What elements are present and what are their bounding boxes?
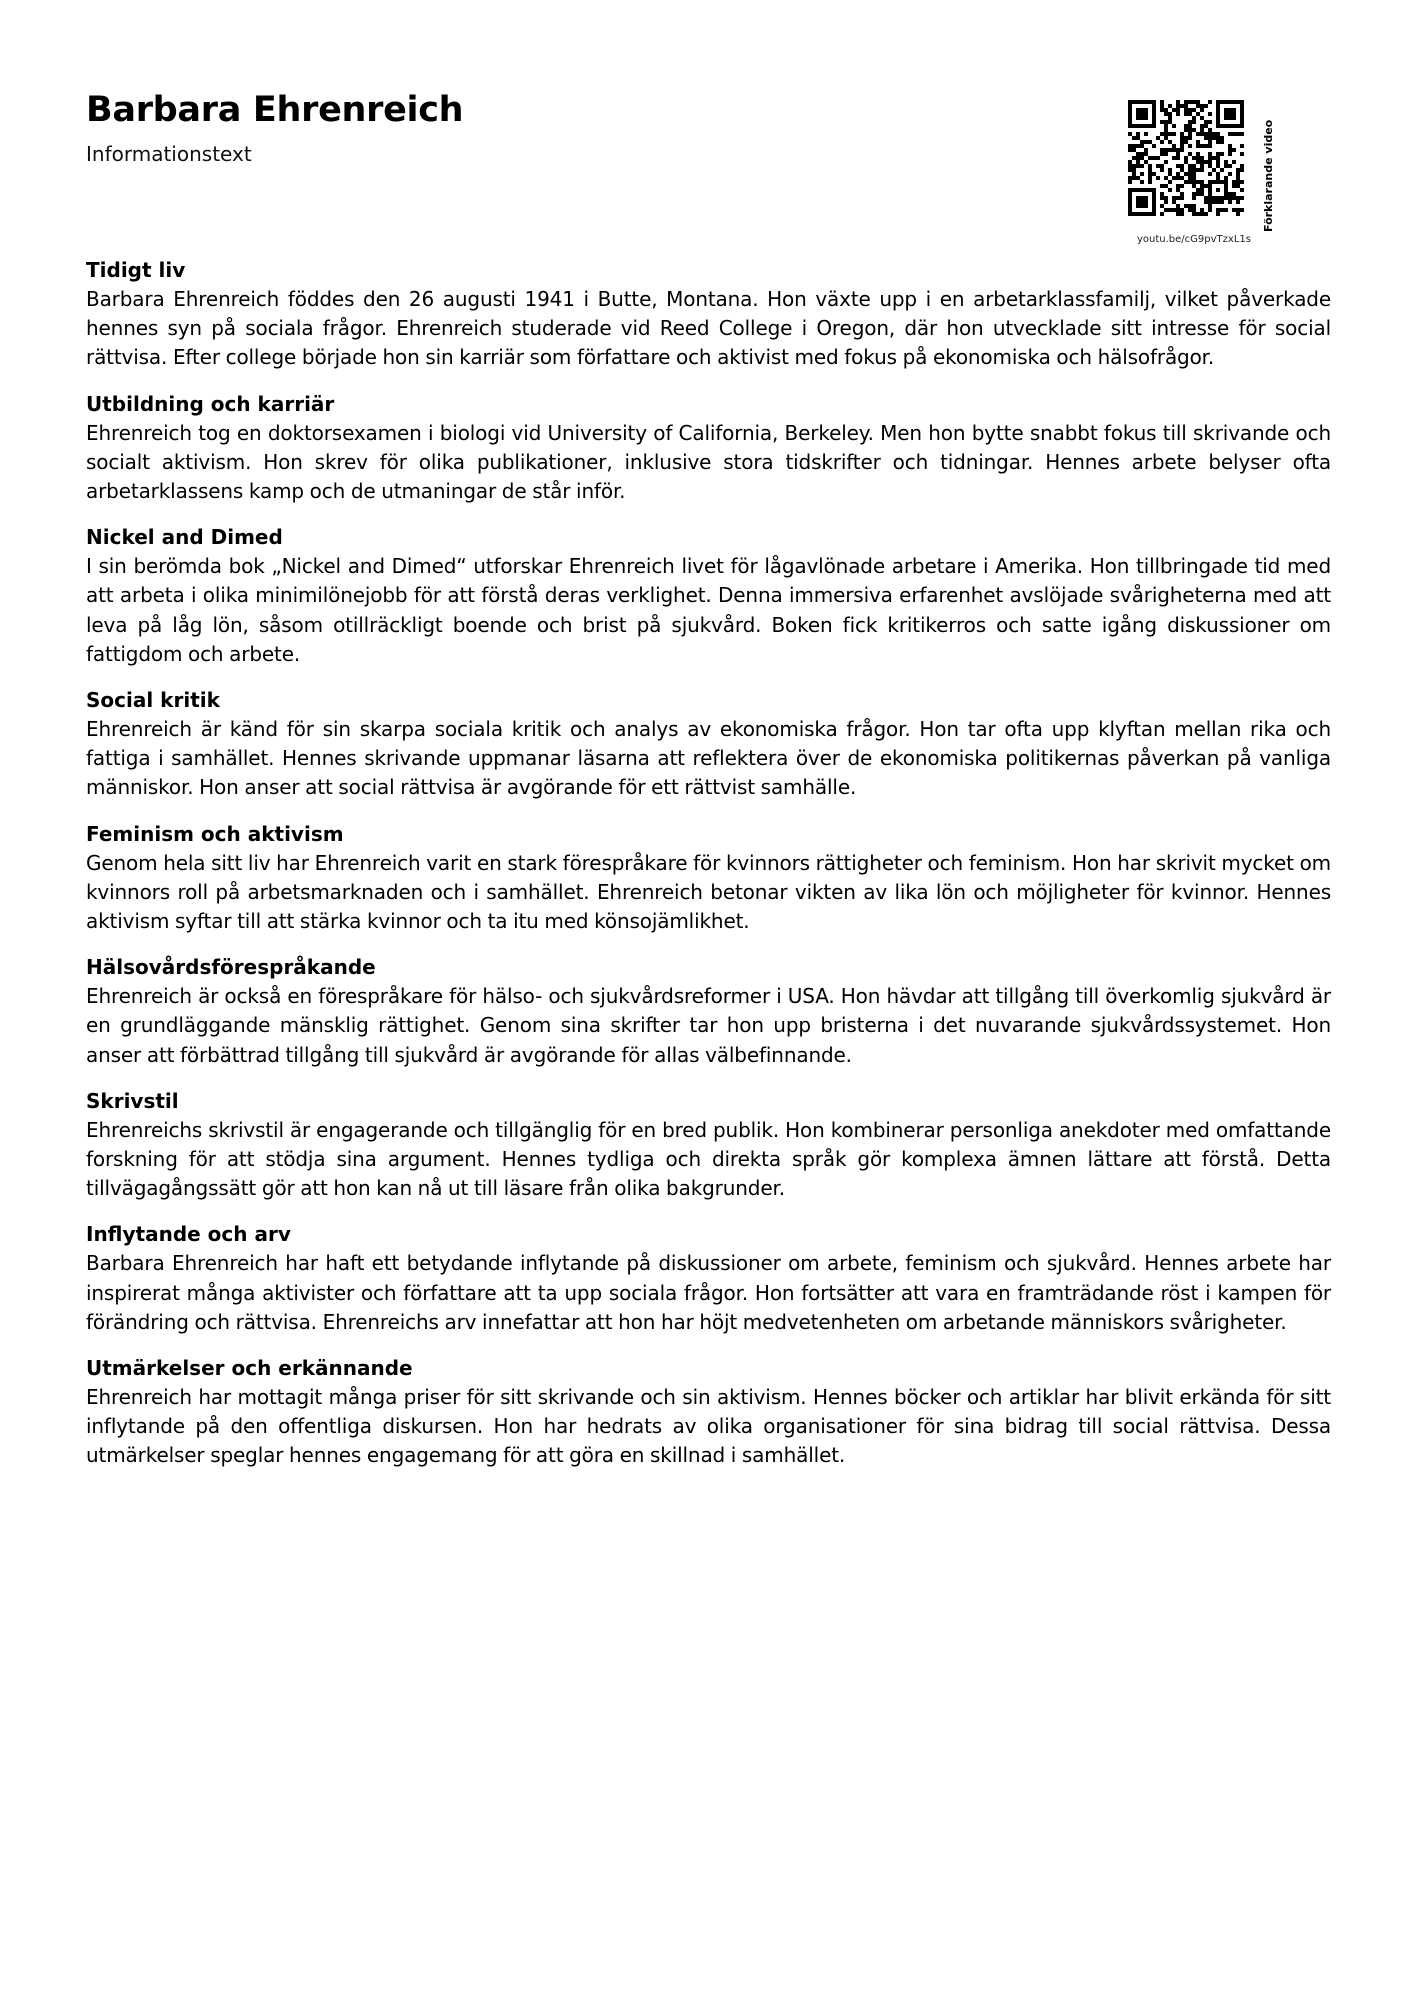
section-tidigt-liv xyxy=(86,255,1331,373)
section-paragraph: Ehrenreich har mottagit många priser för sitt skrivande och sin aktivism. Hennes böcker och artiklar har blivit erkända för sitt inflytande på den offentliga diskursen. Hon har hedrats av olika organisationer för sina bidrag till social rättvisa. Dessa utmärkelser speglar hennes engagemang för att göra en skillnad i samhället. xyxy=(86,1385,1331,1468)
section-paragraph: Ehrenreich tog en doktorsexamen i biologi vid University of California, Berkeley. Men hon bytte snabbt fokus till skrivande och socialt aktivism. Hon skrev för olika publikationer, inklusive stora tidskrifter och tidningar. Hennes arbete belyser ofta arbetarklassens kamp och de utmaningar de står inför. xyxy=(86,420,1331,504)
qr-side-label: Förklarande video xyxy=(1262,119,1275,232)
section-paragraph: I sin berömda bok „Nickel and Dimed“ utforskar Ehrenreich livet för lågavlönade arbetare i Amerika. Hon tillbringade tid med att arbeta i olika minimilönejobb för att förstå deras verklighet. Denna immersiva erfarenhet avslöjade svårigheterna med att leva på låg lön, såsom otillräckligt boende och brist på sjukvård. Boken fick kritikerros och satte igång diskussioner om fattigdom och arbete. xyxy=(86,554,1331,666)
section-nickel-and-dimed xyxy=(86,522,1331,669)
section-utbildning-och-karriar xyxy=(86,389,1331,507)
section-halsovardsforesprakande xyxy=(86,952,1331,1070)
page-title: Barbara Ehrenreich xyxy=(86,90,464,130)
section-heading: Social kritik xyxy=(86,688,220,713)
section-paragraph: Genom hela sitt liv har Ehrenreich varit en stark förespråkare för kvinnors rättigheter och feminism. Hon har skrivit mycket om kvinnors roll på arbetsmarknaden och i samhället. Ehrenreich betonar vikten av lika lön och möjligheter för kvinnor. Hennes aktivism syftar till att stärka kvinnor och ta itu med könsojämlikhet. xyxy=(86,850,1331,934)
section-heading: Utmärkelser och erkännande xyxy=(86,1356,413,1381)
section-heading: Tidigt liv xyxy=(86,258,186,282)
section-heading: Skrivstil xyxy=(86,1088,179,1113)
section-heading: Nickel and Dimed xyxy=(86,525,283,550)
section-paragraph: Ehrenreichs skrivstil är engagerande och tillgänglig för en bred publik. Hon kombinerar personliga anekdoter med omfattande forskning för att stödja sina argument. Hennes tydliga och direkta språk gör komplexa ämnen lättare att förstå. Detta tillvägagångssätt gör att hon kan nå ut till läsare från olika bakgrunder. xyxy=(86,1117,1331,1201)
section-paragraph: Barbara Ehrenreich föddes den 26 augusti 1941 i Butte, Montana. Hon växte upp i en arbetarklassfamilj, vilket påverkade hennes syn på sociala frågor. Ehrenreich studerade vid Reed College i Oregon, där hon utvecklade sitt intresse för social rättvisa. Efter college började hon sin karriär som författare och aktivist med fokus på ekonomiska och hälsofrågor. xyxy=(86,287,1331,370)
section-inflytande-och-arv xyxy=(86,1219,1331,1337)
section-paragraph: Ehrenreich är också en förespråkare för hälso- och sjukvårdsreformer i USA. Hon hävdar att tillgång till överkomlig sjukvård är en grundläggande mänsklig rättighet. Genom sina skrifter tar hon upp bristerna i det nuvarande sjukvårdssystemet. Hon anser att förbättrad tillgång till sjukvård är avgörande för allas välbefinnande. xyxy=(86,984,1331,1067)
section-utmarkelser-och-erkannande xyxy=(86,1353,1331,1471)
document-header xyxy=(86,88,986,168)
section-social-kritik xyxy=(86,685,1331,803)
section-paragraph: Ehrenreich är känd för sin skarpa sociala kritik och analys av ekonomiska frågor. Hon tar ofta upp klyftan mellan rika och fattiga i samhället. Hennes skrivande uppmanar läsarna att reflektera över de ekonomiska politikernas påverkan på vanliga människor. Hon anser att social rättvisa är avgörande för ett rättvist samhälle. xyxy=(86,717,1331,800)
document-body xyxy=(86,255,1331,1487)
section-heading: Feminism och aktivism xyxy=(86,821,344,846)
section-heading: Hälsovårdsförespråkande xyxy=(86,955,376,980)
section-feminism-och-aktivism xyxy=(86,819,1331,937)
section-heading: Inflytande och arv xyxy=(86,1222,291,1247)
section-paragraph: Barbara Ehrenreich har haft ett betydande inflytande på diskussioner om arbete, feminism och sjukvård. Hennes arbete har inspirerat många aktivister och författare att ta upp sociala frågor. Hon fortsätter att vara en framträdande röst i kampen för förändring och rättvisa. Ehrenreichs arv innefattar att hon har höjt medvetenheten om arbetande människors svårigheter. xyxy=(86,1251,1331,1334)
section-skrivstil xyxy=(86,1086,1331,1204)
section-heading: Utbildning och karriär xyxy=(86,391,335,416)
qr-code-block xyxy=(1128,100,1272,250)
page-subtitle: Informationstext xyxy=(86,142,252,166)
qr-code-icon xyxy=(1128,100,1244,216)
qr-url-label: youtu.be/cG9pvTzxL1s xyxy=(1137,234,1251,245)
